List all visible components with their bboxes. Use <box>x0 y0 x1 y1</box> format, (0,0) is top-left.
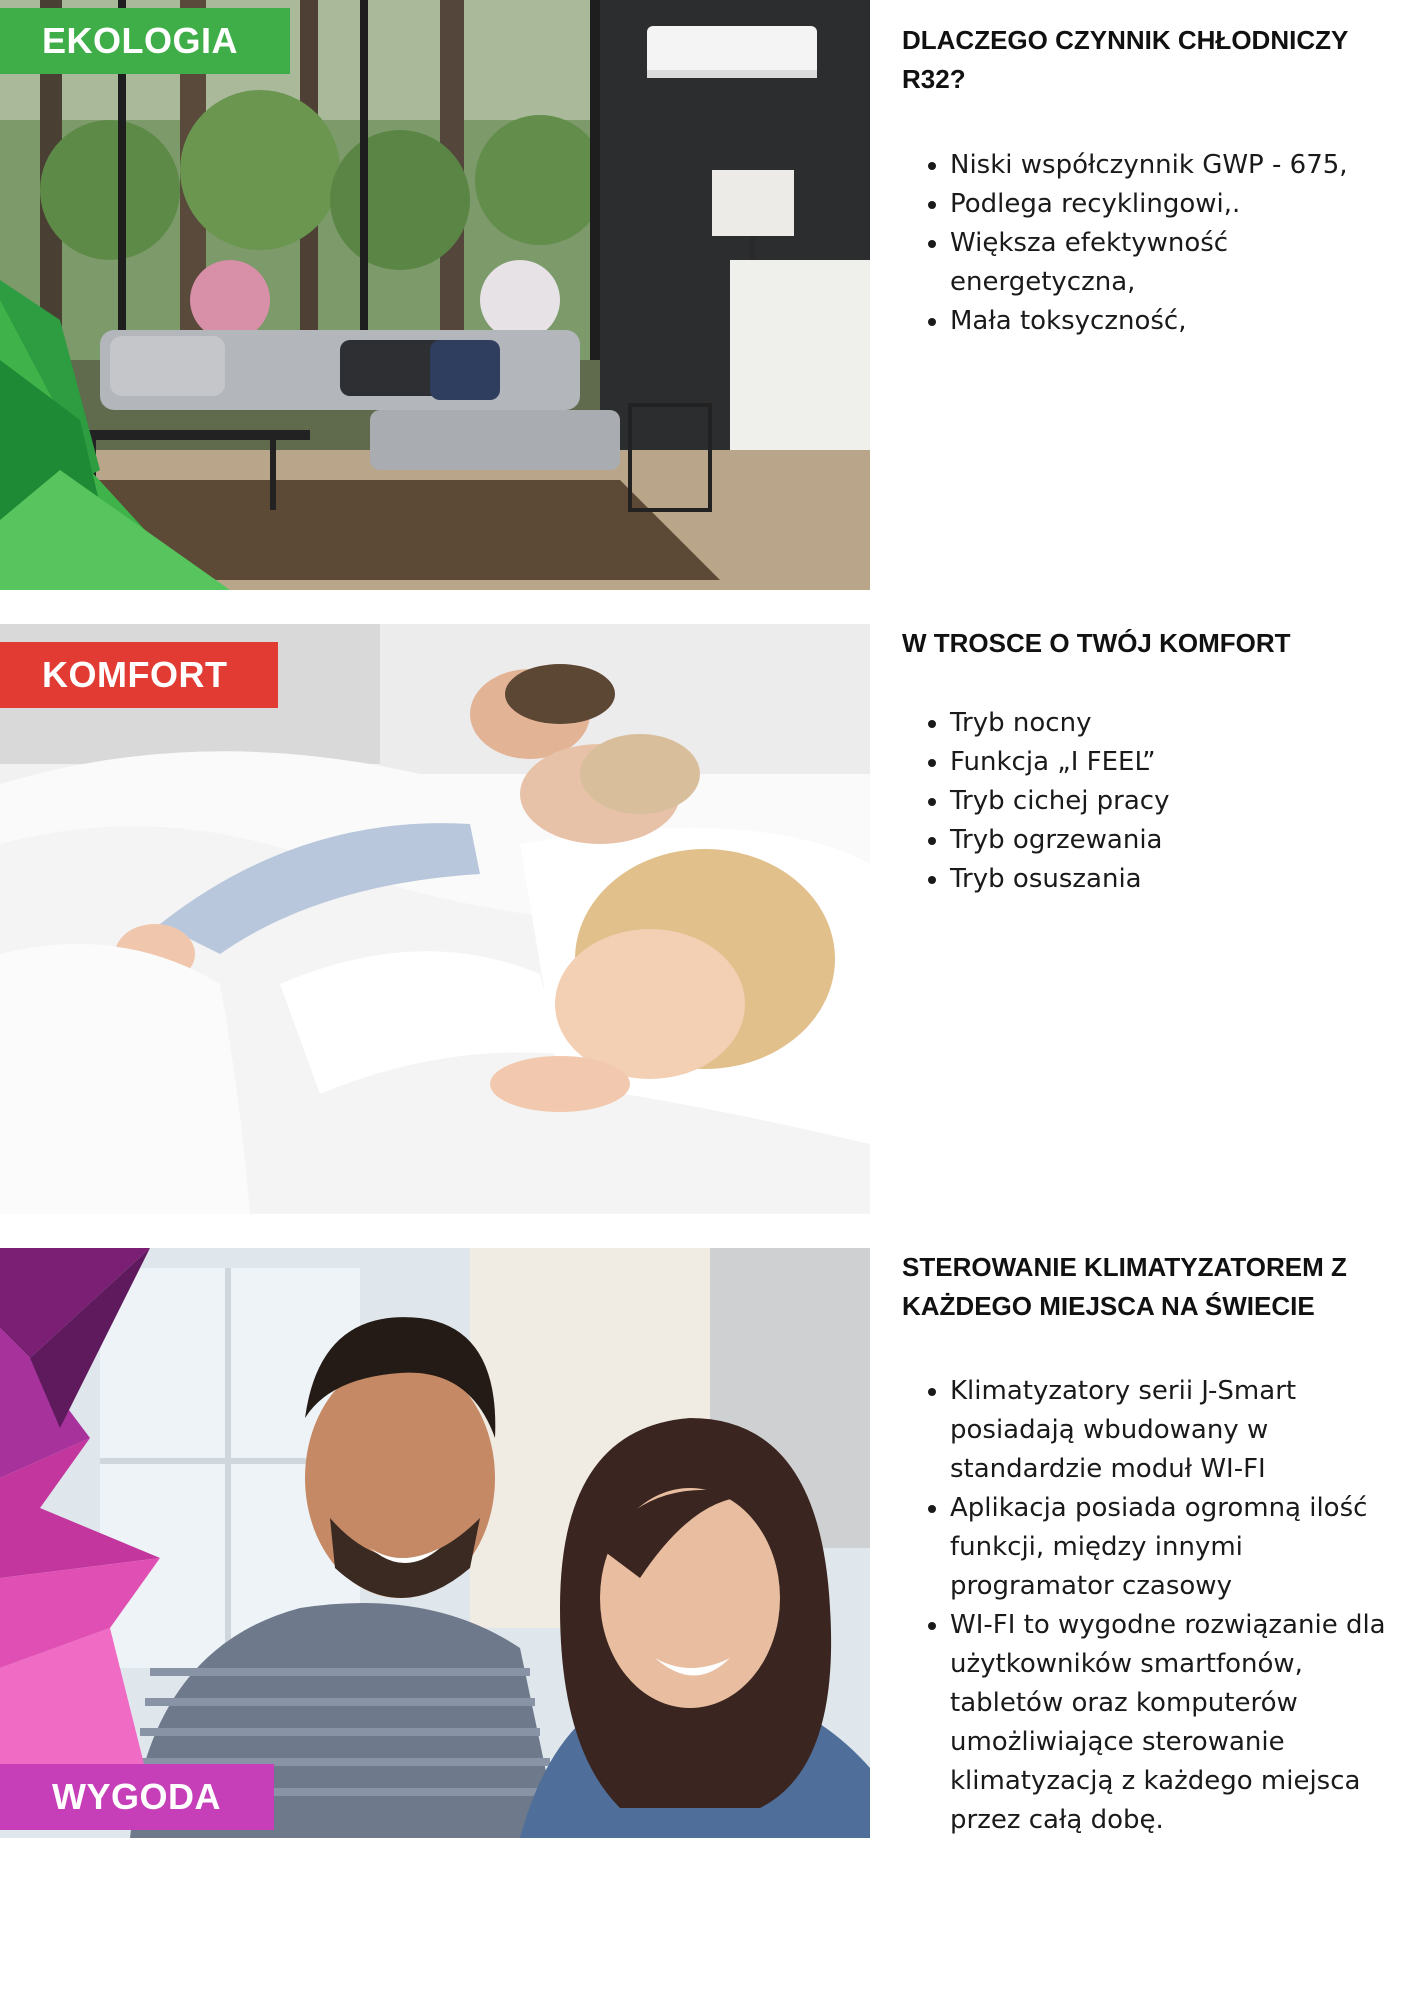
list-item: • Klimatyzatory serii J-Smart posiadają wbudowany w standardzie moduł WI-FI <box>950 1372 1402 1489</box>
wygoda-bullet-list <box>902 1372 1402 1840</box>
ekologia-text <box>902 21 1402 341</box>
list-item: • Funkcja „I FEEL” <box>950 743 1402 782</box>
komfort-bullet-list <box>902 704 1402 899</box>
list-item: • Mała toksyczność, <box>950 302 1402 341</box>
list-item: • Niski współczynnik GWP - 675, <box>950 146 1402 185</box>
list-item: • Większa efektywność energetyczna, <box>950 224 1402 302</box>
section-komfort <box>0 624 1414 1214</box>
list-item: • WI-FI to wygodne rozwiązanie dla użytkowników smartfonów, tabletów oraz komputerów umożliwiające sterowanie klimatyzacją z każdego miejsca przez całą dobę. <box>950 1606 1402 1840</box>
living-room-photo <box>0 0 870 590</box>
list-item: • Podlega recyklingowi,. <box>950 185 1402 224</box>
ekologia-bullet-list <box>902 146 1402 341</box>
sleeping-family-photo <box>0 624 870 1214</box>
list-item: • Tryb cichej pracy <box>950 782 1402 821</box>
section-ekologia <box>0 0 1414 590</box>
section-wygoda <box>0 1248 1414 1838</box>
couple-photo <box>0 1248 870 1838</box>
komfort-text <box>902 624 1402 899</box>
couple-illustration <box>0 1248 870 1838</box>
wygoda-text <box>902 1248 1402 1840</box>
wygoda-heading: STEROWANIE KLIMATYZATOREM Z KAŻDEGO MIEJSCA NA ŚWIECIE <box>902 1252 1347 1321</box>
list-item: • Tryb ogrzewania <box>950 821 1402 860</box>
komfort-heading: W TROSCE O TWÓJ KOMFORT <box>902 628 1291 658</box>
list-item: • Tryb nocny <box>950 704 1402 743</box>
list-item: • Aplikacja posiada ogromną ilość funkcji, między innymi programator czasowy <box>950 1489 1402 1606</box>
living-room-illustration <box>0 0 870 590</box>
section-label-komfort: KOMFORT <box>0 642 278 708</box>
list-item: • Tryb osuszania <box>950 860 1402 899</box>
section-label-ekologia: EKOLOGIA <box>0 8 290 74</box>
section-label-wygoda: WYGODA <box>0 1764 274 1830</box>
ekologia-heading: DLACZEGO CZYNNIK CHŁODNICZY R32? <box>902 25 1348 94</box>
sleeping-family-illustration <box>0 624 870 1214</box>
